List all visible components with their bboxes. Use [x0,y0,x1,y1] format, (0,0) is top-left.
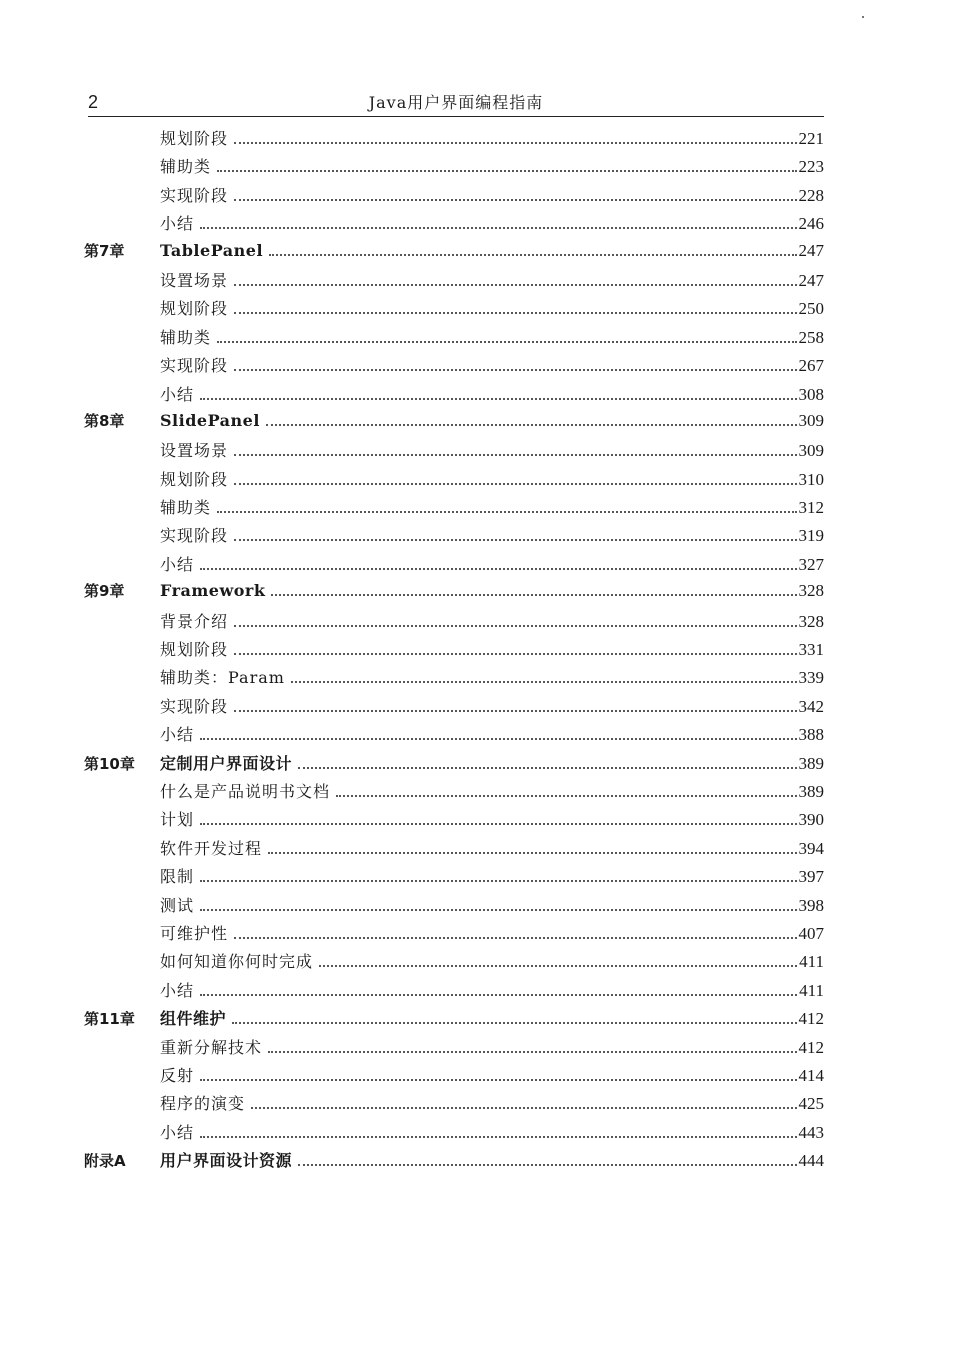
dot-leader [217,341,796,343]
page-ref: 250 [798,299,824,319]
entry-title: 小结 [160,384,195,404]
toc-chapter-row [84,1006,824,1034]
page-ref: 328 [798,581,824,601]
page-ref: 319 [798,526,824,546]
page-ref: 267 [798,356,824,376]
toc-entry-row [84,921,824,949]
chapter-label: 第10章 [84,754,135,773]
toc-entry-row [84,893,824,921]
dot-leader [200,227,796,229]
dot-leader [266,424,797,426]
chapter-label: 第11章 [84,1010,135,1029]
page-ref: 309 [798,441,824,461]
dot-leader [319,965,797,967]
dot-leader [200,880,796,882]
entry-title: 什么是产品说明书文档 [160,781,331,801]
toc-entry-row [84,836,824,864]
entry-title: 小结 [160,214,195,234]
entry-title: 程序的演变 [160,1094,246,1114]
dot-leader [234,625,796,627]
entry-title: 小结 [160,554,195,574]
dot-leader [217,511,796,513]
toc-entry-row [84,183,824,211]
entry-title: 实现阶段 [160,356,229,376]
toc-entry-row [84,325,824,353]
toc-entry-row [84,1120,824,1148]
dot-leader [336,795,796,797]
entry-title: 可维护性 [160,923,229,943]
speck-dot [862,16,864,18]
dot-leader [268,852,796,854]
toc-entry-row [84,722,824,750]
toc-chapter-row [84,240,824,268]
page-ref: 247 [798,270,824,290]
entry-title: 重新分解技术 [160,1037,263,1057]
chapter-label: 第7章 [84,241,125,260]
toc-entry-row [84,382,824,410]
page-ref: 342 [798,696,824,716]
dot-leader [232,1022,796,1024]
toc-chapter-row [84,1148,824,1176]
toc-entry-row [84,864,824,892]
dot-leader [234,284,796,286]
page-number: 2 [88,92,99,112]
chapter-label: 附录A [84,1152,126,1171]
toc-entry-row [84,438,824,466]
page-ref: 228 [798,185,824,205]
toc-entry-row [84,637,824,665]
page-ref: 411 [799,980,824,1000]
toc-entry-row [84,665,824,693]
page-ref: 327 [798,554,824,574]
toc-entry-row [84,779,824,807]
chapter-label: 第9章 [84,582,125,601]
chapter-label: 第8章 [84,411,125,430]
entry-title: 规划阶段 [160,299,229,319]
dot-leader [234,710,796,712]
page-ref: 390 [798,810,824,830]
entry-title: 组件维护 [160,1009,227,1029]
toc-entry-row [84,1091,824,1119]
entry-title: 小结 [160,725,195,745]
dot-leader [234,937,796,939]
entry-title: 设置场景 [160,441,229,461]
dot-leader [200,823,796,825]
page-ref: 312 [798,498,824,518]
entry-title: Framework [160,581,266,601]
page-ref: 389 [798,781,824,801]
toc-entry-row [84,523,824,551]
page-ref: 339 [798,668,824,688]
dot-leader [200,1136,796,1138]
page-ref: 425 [798,1094,824,1114]
table-of-contents [84,126,824,1176]
page-ref: 444 [798,1151,824,1171]
page-header [88,88,824,117]
entry-title: TablePanel [160,240,264,260]
dot-leader [217,170,796,172]
dot-leader [200,909,796,911]
entry-title: 限制 [160,867,195,887]
page-ref: 414 [798,1065,824,1085]
toc-chapter-row [84,580,824,608]
entry-title: 软件开发过程 [160,838,263,858]
page-ref: 247 [798,240,824,260]
page-ref: 328 [798,611,824,631]
dot-leader [200,1079,796,1081]
toc-entry-row [84,495,824,523]
entry-title: 用户界面设计资源 [160,1151,293,1171]
dot-leader [234,369,796,371]
toc-entry-row [84,211,824,239]
page-ref: 331 [798,640,824,660]
toc-entry-row [84,978,824,1006]
entry-title: 辅助类 [160,498,212,518]
entry-title: 反射 [160,1065,195,1085]
toc-entry-row [84,467,824,495]
dot-leader [200,568,796,570]
entry-title: 小结 [160,1122,195,1142]
dot-leader [200,994,797,996]
page-ref: 443 [798,1122,824,1142]
page-ref: 394 [798,838,824,858]
toc-entry-row [84,268,824,296]
page-ref: 412 [798,1009,824,1029]
toc-entry-row [84,694,824,722]
entry-title: 实现阶段 [160,185,229,205]
page-ref: 221 [798,129,824,148]
toc-chapter-row [84,410,824,438]
dot-leader [234,199,796,201]
entry-title: 实现阶段 [160,526,229,546]
dot-leader [298,767,796,769]
entry-title: 辅助类 [160,157,212,177]
dot-leader [234,653,796,655]
entry-title: 辅助类 [160,327,212,347]
page-ref: 246 [798,214,824,234]
entry-title: SlidePanel [160,410,260,430]
toc-entry-row [84,609,824,637]
toc-entry-row [84,552,824,580]
entry-title: 定制用户界面设计 [160,753,293,773]
entry-title: 小结 [160,980,195,1000]
entry-title: 规划阶段 [160,129,229,148]
page-ref: 388 [798,725,824,745]
page-ref: 407 [798,923,824,943]
page-ref: 223 [798,157,824,177]
toc-entry-row [84,949,824,977]
entry-title: 规划阶段 [160,640,229,660]
dot-leader [234,142,796,144]
toc-entry-row [84,1035,824,1063]
entry-title: 辅助类：Param [160,668,285,688]
entry-title: 规划阶段 [160,469,229,489]
page-ref: 412 [798,1037,824,1057]
dot-leader [291,681,797,683]
page-ref: 310 [798,469,824,489]
entry-title: 设置场景 [160,270,229,290]
dot-leader [298,1164,796,1166]
dot-leader [251,1107,796,1109]
toc-entry-row [84,126,824,154]
dot-leader [234,312,796,314]
entry-title: 测试 [160,895,195,915]
toc-entry-row [84,807,824,835]
entry-title: 背景介绍 [160,611,229,631]
dot-leader [271,594,796,596]
dot-leader [234,483,796,485]
toc-entry-row [84,154,824,182]
page-ref: 389 [798,753,824,773]
page-ref: 411 [799,952,824,972]
dot-leader [234,454,796,456]
page-ref: 258 [798,327,824,347]
dot-leader [200,398,796,400]
dot-leader [269,254,796,256]
toc-entry-row [84,353,824,381]
toc-chapter-row [84,751,824,779]
page-ref: 308 [798,384,824,404]
page-ref: 309 [798,410,824,430]
book-title: Java用户界面编程指南 [368,93,544,112]
entry-title: 计划 [160,810,195,830]
dot-leader [268,1051,796,1053]
entry-title: 实现阶段 [160,696,229,716]
dot-leader [200,738,796,740]
entry-title: 如何知道你何时完成 [160,952,314,972]
toc-entry-row [84,1063,824,1091]
page-ref: 398 [798,895,824,915]
toc-entry-row [84,296,824,324]
dot-leader [234,539,796,541]
page-ref: 397 [798,867,824,887]
